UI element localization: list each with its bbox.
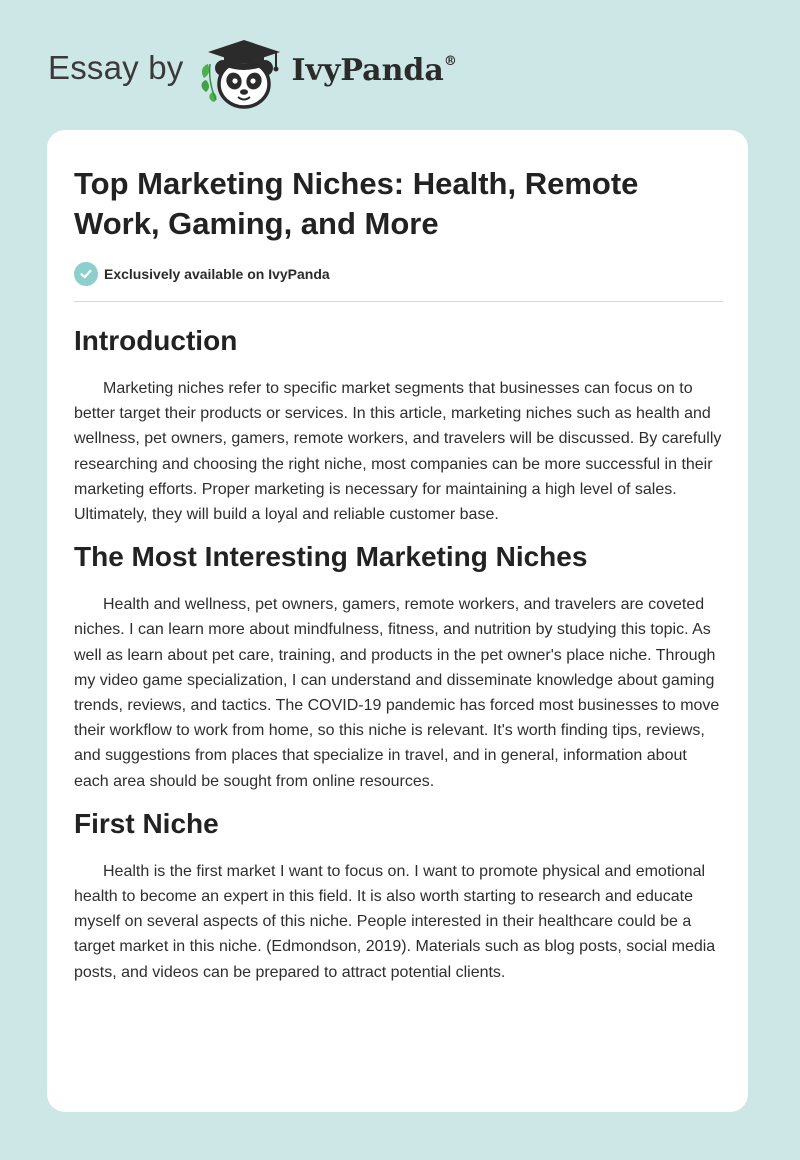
site-header xyxy=(48,34,457,110)
section-paragraph: Health is the first market I want to focus on. I want to promote physical and emotional health to become an expert in this field. It is also worth starting to research and educate myself on several aspects of this niche. People interested in their healthcare could be a target market in this niche. (Edmondson, 2019). Materials such as blog posts, social media posts, and videos can be prepared to attract potential clients. xyxy=(74,862,716,981)
section-heading: The Most Interesting Marketing Niches xyxy=(74,541,588,573)
checkmark-icon xyxy=(74,262,98,286)
section-introduction xyxy=(74,324,723,527)
article-card xyxy=(47,130,748,1112)
divider xyxy=(74,301,723,302)
section-paragraph: Marketing niches refer to specific market segments that businesses can focus on to better target their products or services. In this article, marketing niches such as health and wellness, pet owners, gamers, remote workers, and travelers will be discussed. By carefully researching and choosing the right niche, most companies can be more successful in their marketing efforts. Proper marketing is necessary for maintaining a high level of sales. Ultimately, they will build a loyal and reliable customer base. xyxy=(74,380,722,524)
brand-prefix: Essay by xyxy=(48,49,184,86)
section-paragraph: Health and wellness, pet owners, gamers, remote workers, and travelers are coveted niches. I can learn more about mindfulness, fitness, and nutrition by studying this topic. As well as learn about pet care, training, and products in the pet owner's place niche. Through my video game specialization, I can understand and disseminate knowledge about gaming trends, reviews, and tactics. The COVID-19 pandemic has forced most businesses to move their workflow to work from home, so this niche is relevant. It's worth finding tips, reviews, and suggestions from places that specialize in travel, and in general, information about each area should be sought from online resources. xyxy=(74,596,720,790)
article-title: Top Marketing Niches: Health, Remote Work, Gaming, and More xyxy=(74,166,639,241)
registered-mark: ® xyxy=(443,53,457,69)
section-heading: First Niche xyxy=(74,807,219,839)
exclusive-badge xyxy=(74,261,723,287)
section-first-niche xyxy=(74,807,723,985)
article-content xyxy=(74,164,723,985)
section-heading: Introduction xyxy=(74,325,238,356)
exclusive-badge-text: Exclusively available on IvyPanda xyxy=(104,266,330,282)
brand-name[interactable]: IvyPanda® xyxy=(291,52,457,88)
section-most-interesting-niches xyxy=(74,540,723,794)
panda-graduate-icon[interactable] xyxy=(198,34,288,110)
